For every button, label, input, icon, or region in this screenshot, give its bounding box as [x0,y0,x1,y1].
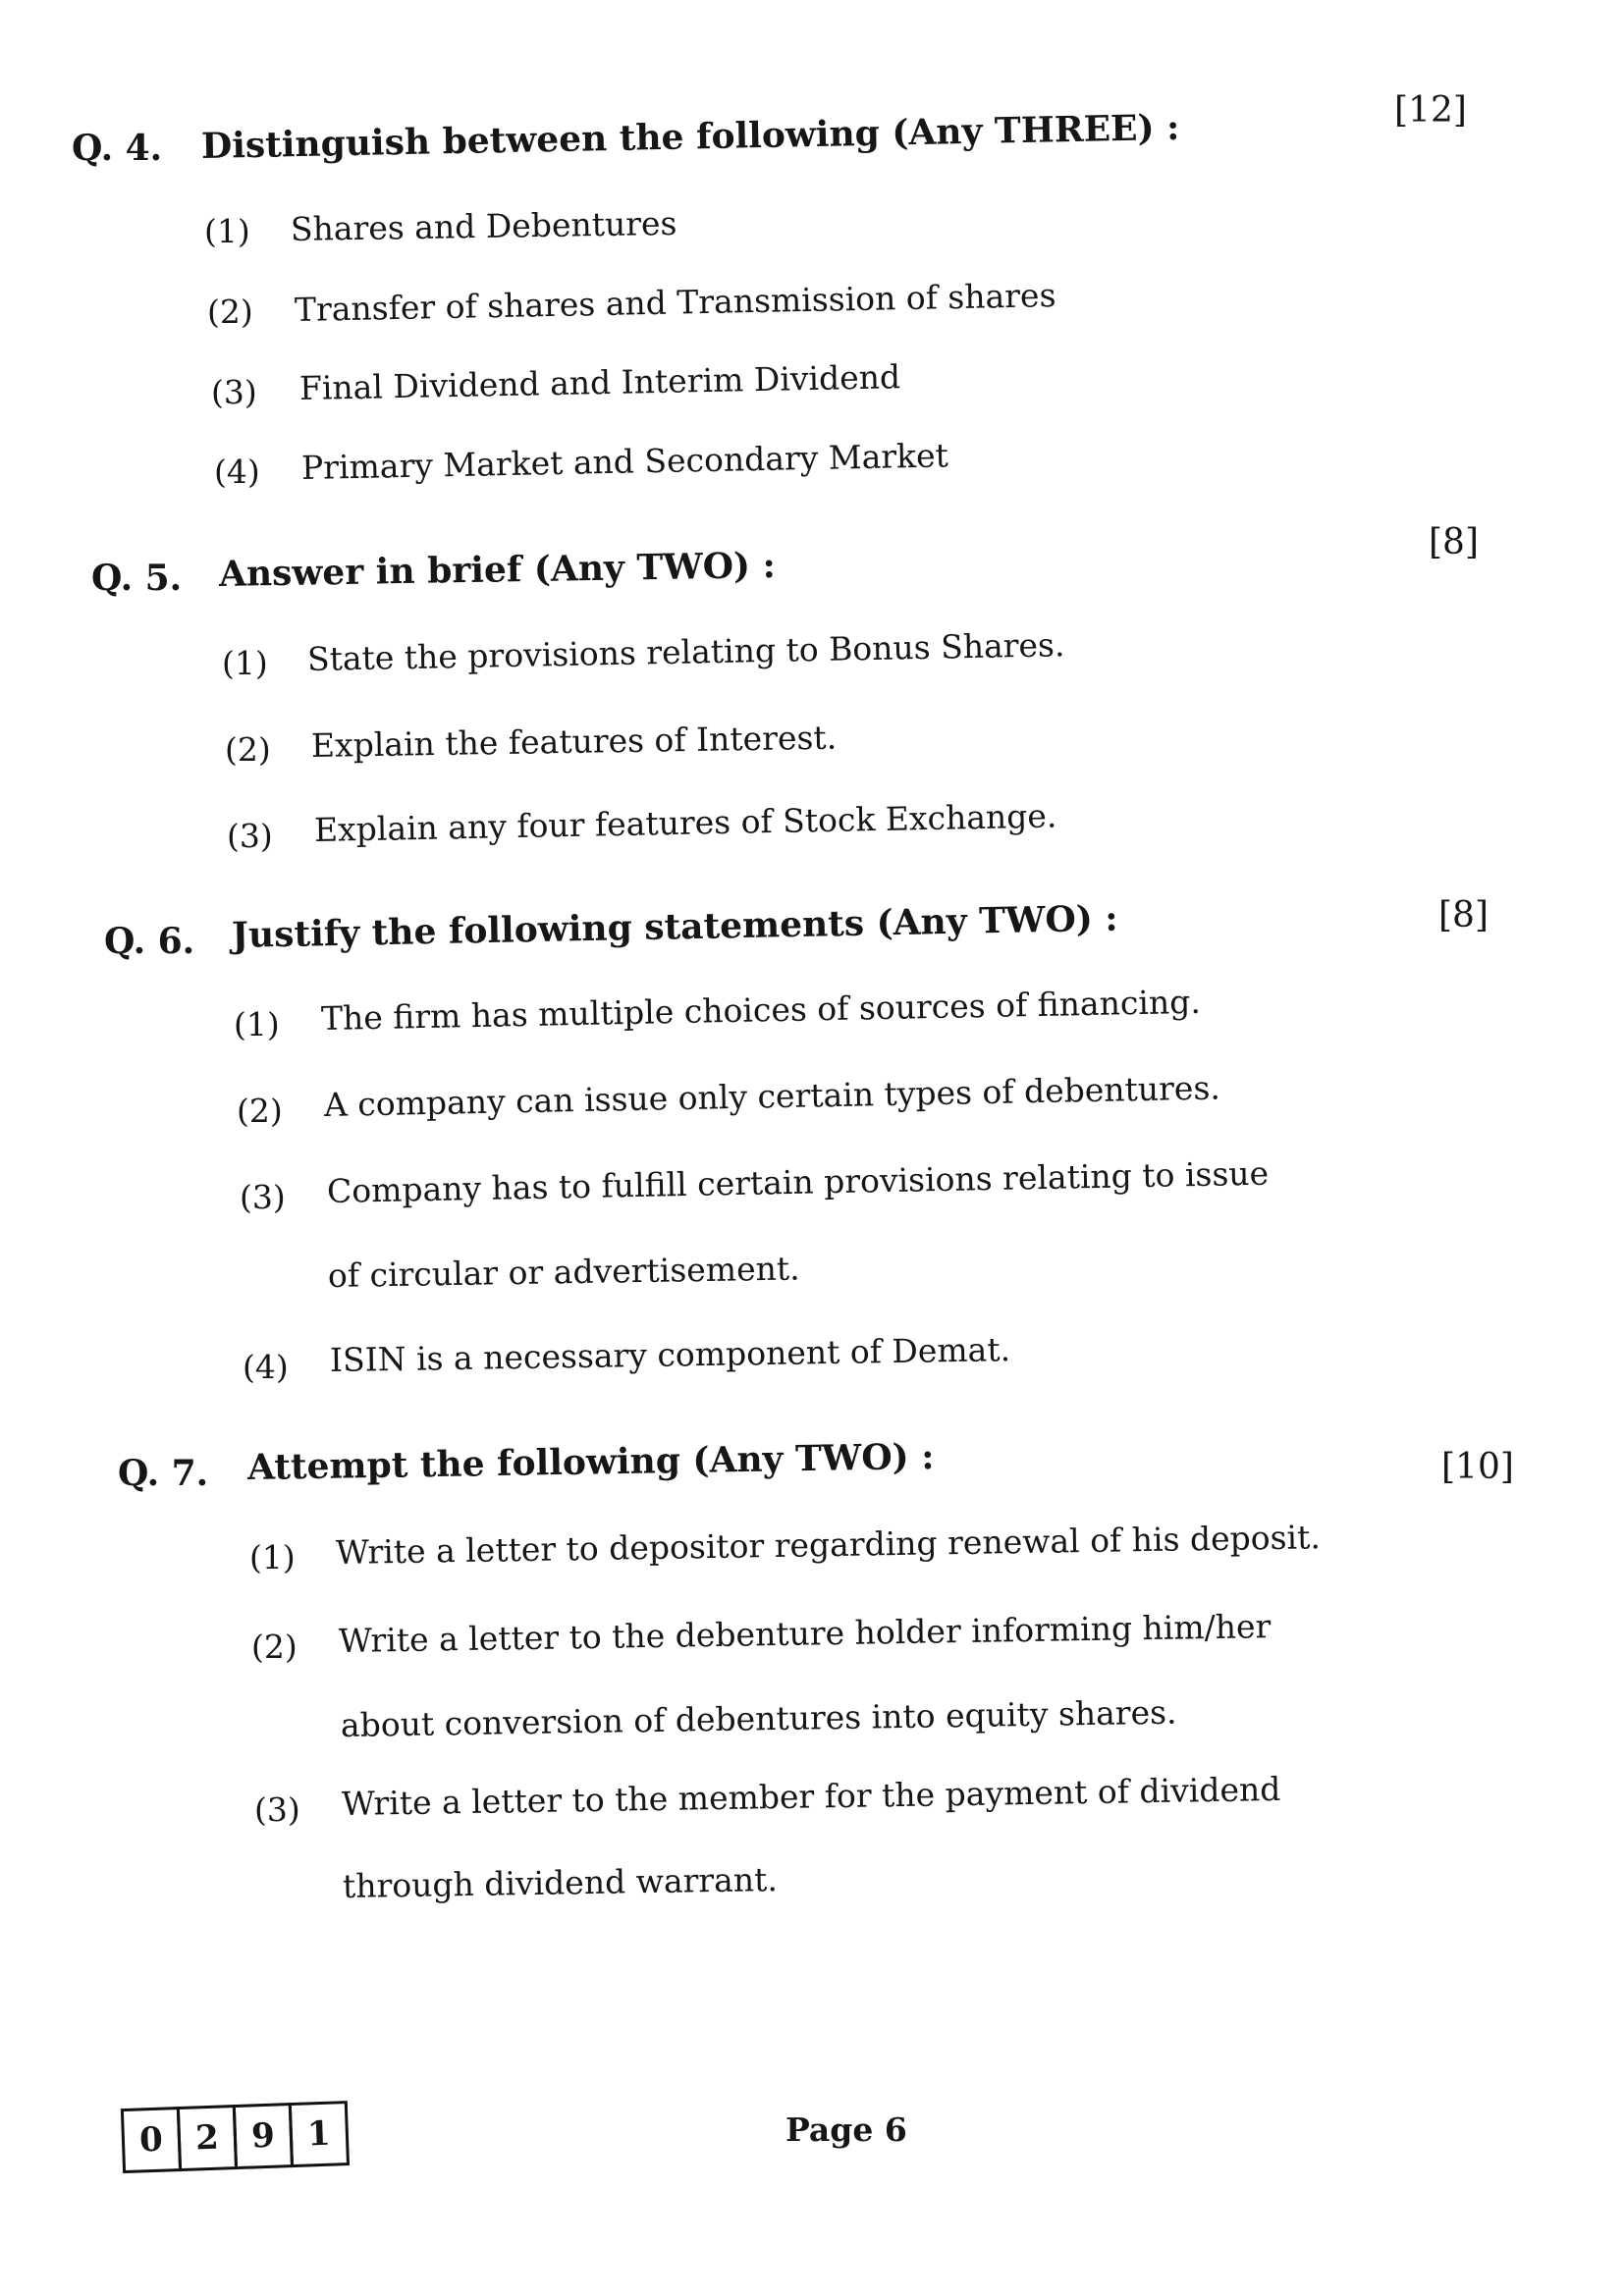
marks-label: [8] [1429,522,1479,562]
item-number: (3) [240,1178,286,1216]
question-number: Q. 5. [91,558,183,599]
question-heading: Attempt the following (Any TWO) : [246,1436,935,1488]
question-heading: Distinguish between the following (Any THREE) : [200,106,1180,167]
page-number: Page 6 [785,2110,907,2149]
question-heading: Answer in brief (Any TWO) : [218,545,777,595]
code-digit-box: 9 [233,2103,294,2169]
item-number: (3) [211,373,257,411]
item-text: Shares and Debentures [290,203,677,248]
item-text: The firm has multiple choices of sources of financing. [320,982,1202,1038]
code-digit-box: 2 [177,2105,238,2171]
code-digit-box: 1 [289,2101,350,2167]
item-text: Write a letter to the debenture holder informing him/her [338,1607,1272,1660]
item-number: (2) [207,293,253,331]
item-number: (1) [222,644,268,682]
item-number: (4) [243,1348,289,1386]
item-number: (3) [254,1790,300,1829]
item-text: Transfer of shares and Transmission of shares [294,276,1056,329]
item-text-continued: of circular or advertisement. [327,1249,800,1295]
item-text: Explain the features of Interest. [310,718,838,765]
item-number: (1) [249,1538,296,1576]
marks-label: [12] [1394,90,1467,131]
item-text-continued: about conversion of debentures into equity shares. [340,1692,1177,1744]
item-number: (1) [234,1005,280,1043]
item-number: (2) [251,1628,298,1666]
item-text: Write a letter to the member for the payment of dividend [341,1769,1281,1823]
item-text: Final Dividend and Interim Dividend [298,357,901,407]
marks-label: [8] [1438,895,1489,935]
code-digit-box: 0 [121,2107,182,2173]
item-text: State the provisions relating to Bonus Shares. [306,625,1065,678]
item-text: ISIN is a necessary component of Demat. [329,1330,1011,1379]
item-text: Company has to fulfill certain provisions relating to issue [326,1153,1270,1210]
marks-label: [10] [1441,1447,1514,1487]
item-text: Write a letter to depositor regarding renewal of his deposit. [335,1518,1322,1572]
question-number: Q. 4. [72,128,163,169]
paper-code-boxes [124,2101,350,2173]
item-number: (1) [204,212,250,250]
question-number: Q. 6. [104,921,195,962]
question-number: Q. 7. [118,1453,209,1494]
item-text: Explain any four features of Stock Exchange. [313,796,1057,849]
item-number: (3) [227,817,273,855]
item-text: Primary Market and Secondary Market [300,436,949,487]
item-text-continued: through dividend warrant. [342,1860,779,1905]
item-text: A company can issue only certain types of debentures. [323,1068,1221,1124]
item-number: (2) [237,1092,283,1130]
question-heading: Justify the following statements (Any TWO) : [231,897,1118,956]
item-number: (2) [225,730,271,769]
item-number: (4) [214,453,260,491]
